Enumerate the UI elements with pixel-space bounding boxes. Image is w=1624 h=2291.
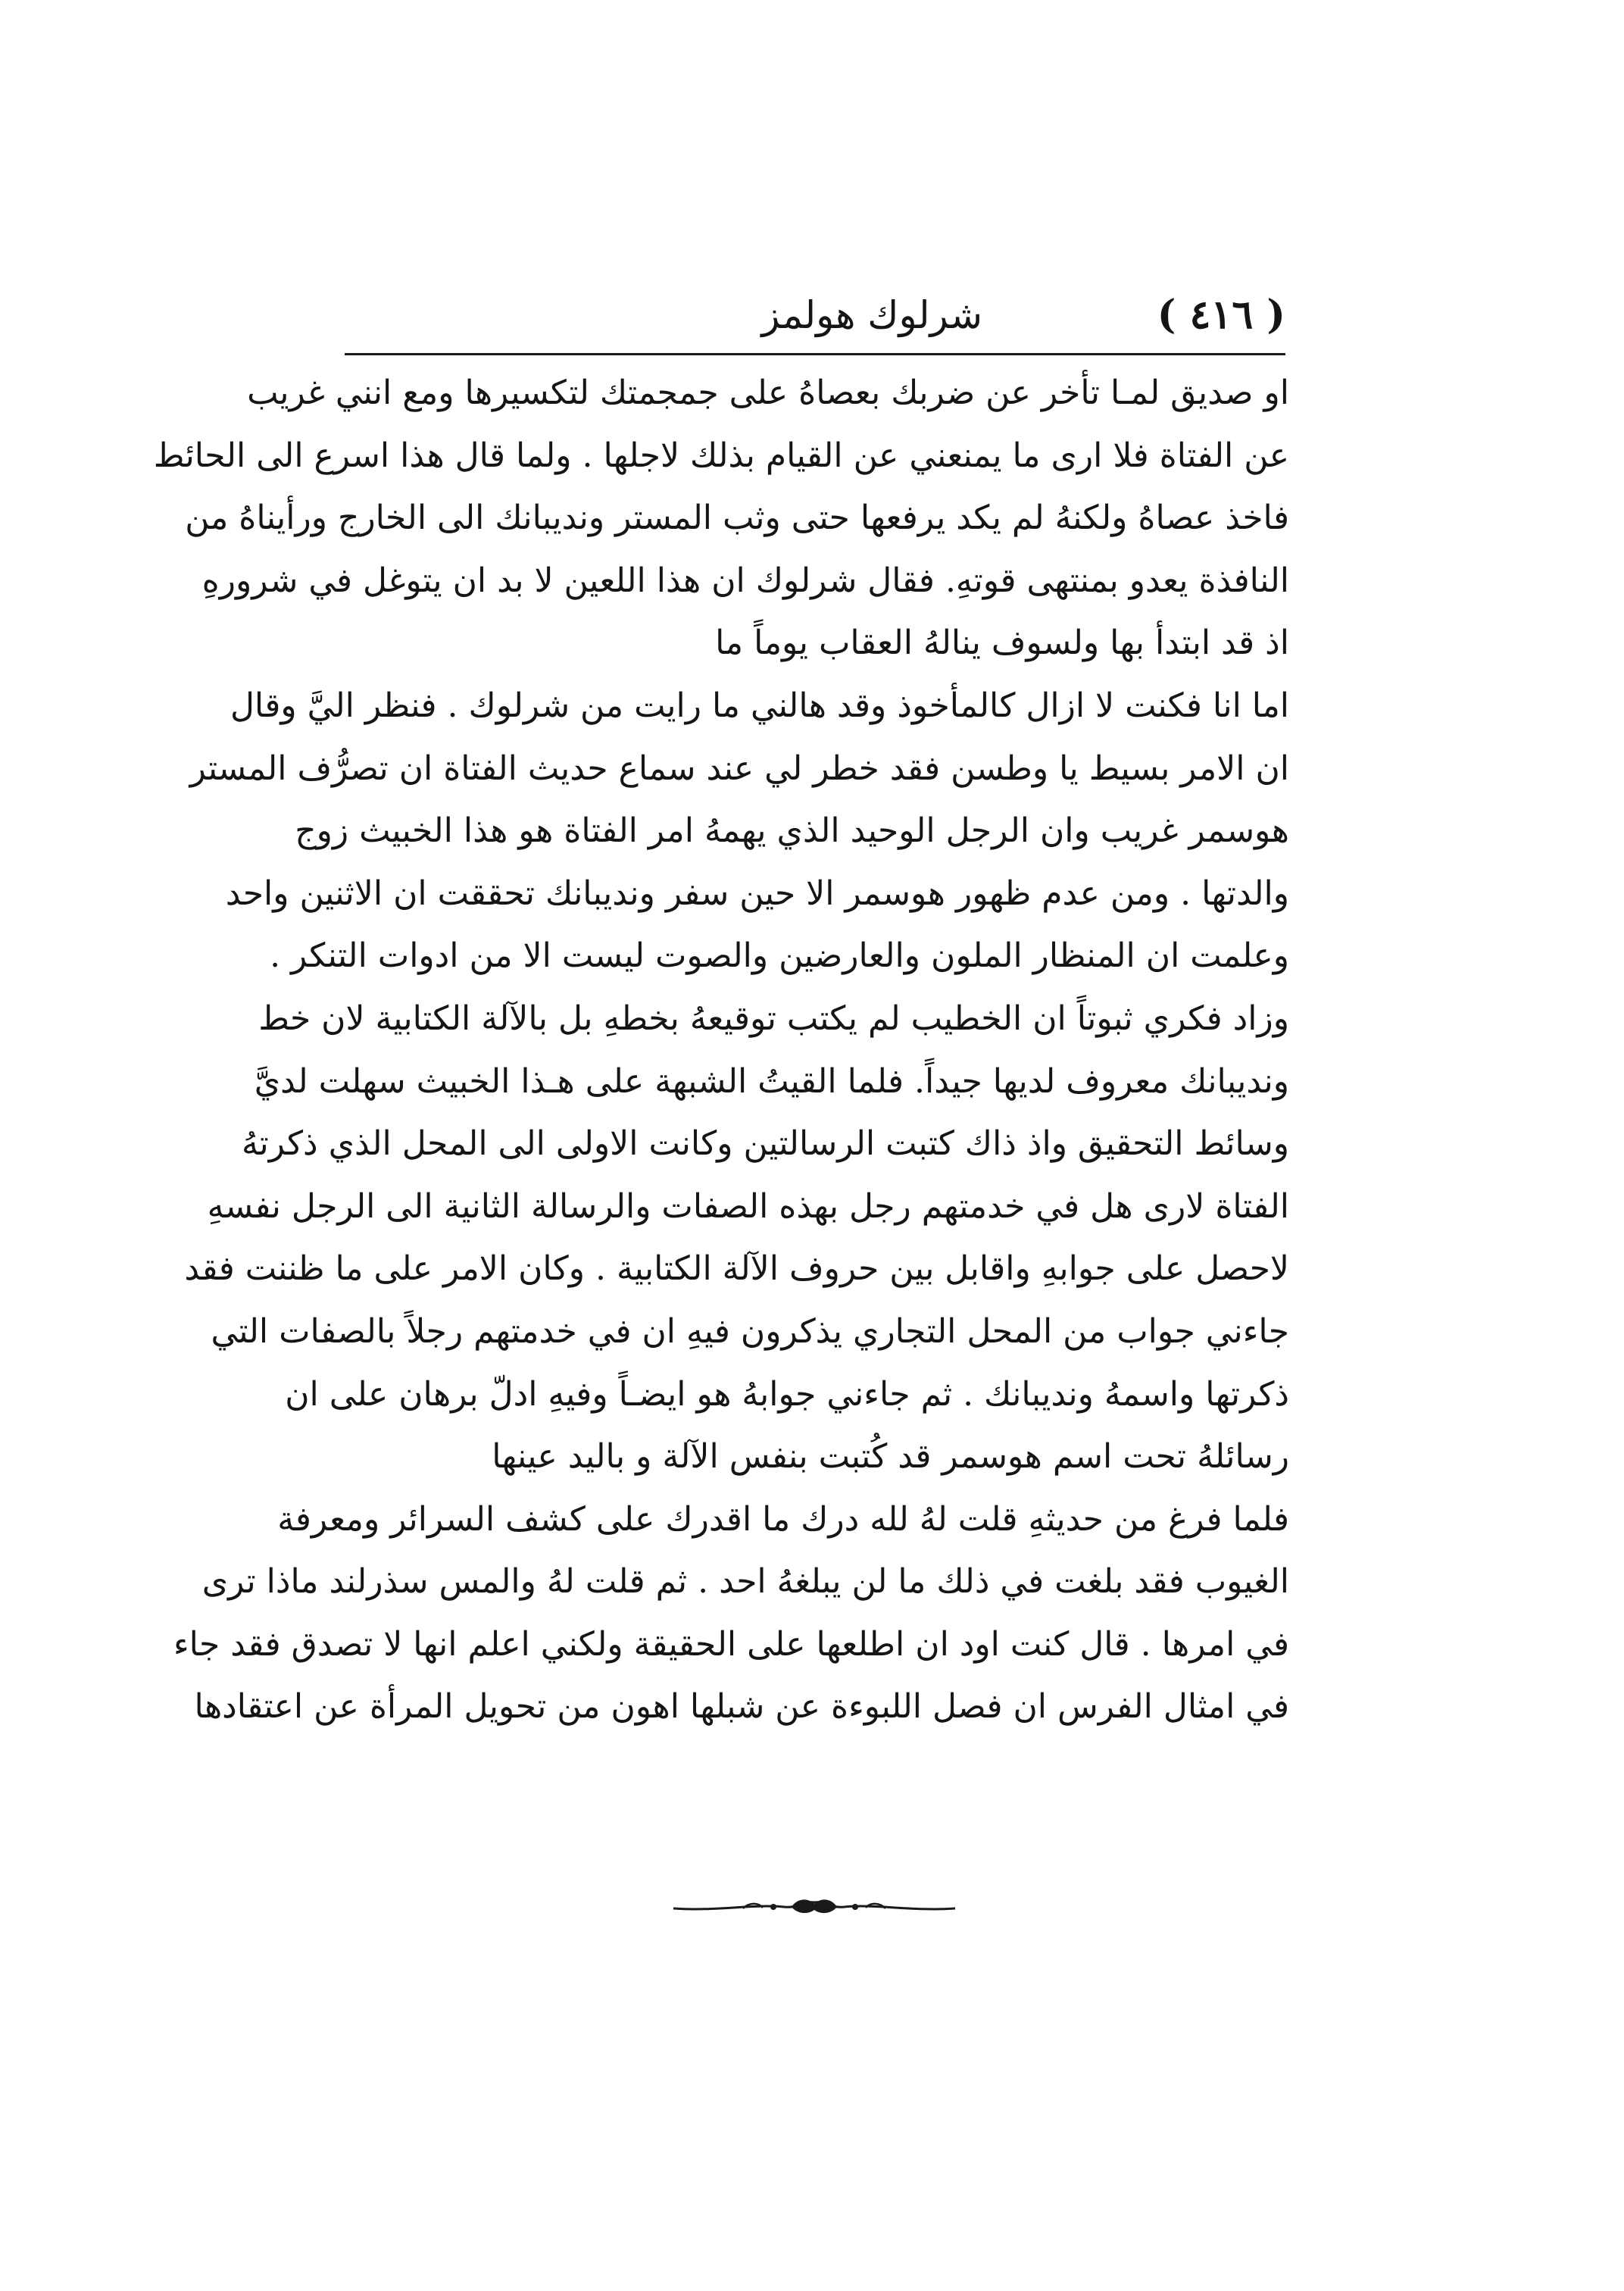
page-header [345,282,1285,352]
text-line: الفتاة لارى هل في خدمتهم رجل بهذه الصفات والرسالة الثانية الى الرجل نفسهِ [207,1186,1289,1226]
text-line: في امرها . قال كنت اود ان اطلعها على الحقيقة ولكني اعلم انها لا تصدق فقد جاء [173,1624,1289,1664]
text-line: وسائط التحقيق واذ ذاك كتبت الرسالتين وكانت الاولى الى المحل الذي ذكرتهُ [241,1124,1289,1164]
text-line: او صديق لمـا تأخر عن ضربك بعصاهُ على جمجمتك لتكسيرها ومع انني غريب [247,373,1289,412]
text-line: ونديبانك معروف لديها جيداً. فلما القيتُ الشبهة على هـذا الخبيث سهلت لديَّ [254,1061,1289,1101]
text-line: وزاد فكري ثبوتاً ان الخطيب لم يكتب توقيعهُ بخطهِ بل بالآلة الكتابية لان خط [258,999,1289,1038]
text-line: هوسمر غريب وان الرجل الوحيد الذي يهمهُ امر الفتاة هو هذا الخبيث زوج [295,811,1289,851]
text-line: ذكرتها واسمهُ ونديبانك . ثم جاءني جوابهُ هو ايضـاً وفيهِ ادلّ برهان على ان [285,1374,1289,1414]
text-line: اما انا فكنت لا ازال كالمأخوذ وقد هالني ما رايت من شرلوك . فنظر اليَّ وقال [230,686,1289,725]
header-rule [345,353,1285,355]
text-line: النافذة يعدو بمنتهى قوتهِ. فقال شرلوك ان هذا اللعين لا بد ان يتوغل في شرورهِ [201,561,1289,600]
paragraph-3 [173,1489,1289,1739]
text-line: الغيوب فقد بلغت في ذلك ما لن يبلغهُ احد . ثم قلت لهُ والمس سذرلند ماذا ترى [201,1562,1289,1602]
ornament-flourish-icon [670,1892,958,1922]
page-number: ( ٤١٦ ) [1157,292,1285,338]
text-line: والدتها . ومن عدم ظهور هوسمر الا حين سفر ونديبانك تحققت ان الاثنين واحد [225,874,1289,913]
body-text [153,362,1289,1739]
text-line: فلما فرغ من حديثهِ قلت لهُ لله درك ما اقدرك على كشف السرائر ومعرفة [277,1499,1289,1539]
text-line: اذ قد ابتدأ بها ولسوف ينالهُ العقاب يوماً ما [715,624,1289,663]
paragraph-2 [184,675,1289,1489]
running-title: شرلوك هولمز [761,293,982,337]
text-line: عن الفتاة فلا ارى ما يمنعني عن القيام بذلك لاجلها . ولما قال هذا اسرع الى الحائط [153,436,1289,475]
text-line: وعلمت ان المنظار الملون والعارضين والصوت ليست الا من ادوات التنكر . [270,936,1289,976]
text-line: فاخذ عصاهُ ولكنهُ لم يكد يرفعها حتى وثب المستر ونديبانك الى الخارج ورأيناهُ من [185,499,1289,538]
paragraph-1 [153,362,1289,675]
text-line: في امثال الفرس ان فصل اللبوءة عن شبلها اهون من تحويل المرأة عن اعتقادها [194,1687,1289,1727]
text-line: ان الامر بسيط يا وطسن فقد خطر لي عند سماع حديث الفتاة ان تصرُّف المستر [189,749,1289,788]
text-line: لاحصل على جوابهِ واقابل بين حروف الآلة الكتابية . وكان الامر على ما ظننت فقد [184,1249,1289,1289]
text-line: رسائلهُ تحت اسم هوسمر قد كُتبت بنفس الآلة و باليد عينها [492,1437,1289,1477]
text-line: جاءني جواب من المحل التجاري يذكرون فيهِ ان في خدمتهم رجلاً بالصفات التي [211,1311,1289,1351]
